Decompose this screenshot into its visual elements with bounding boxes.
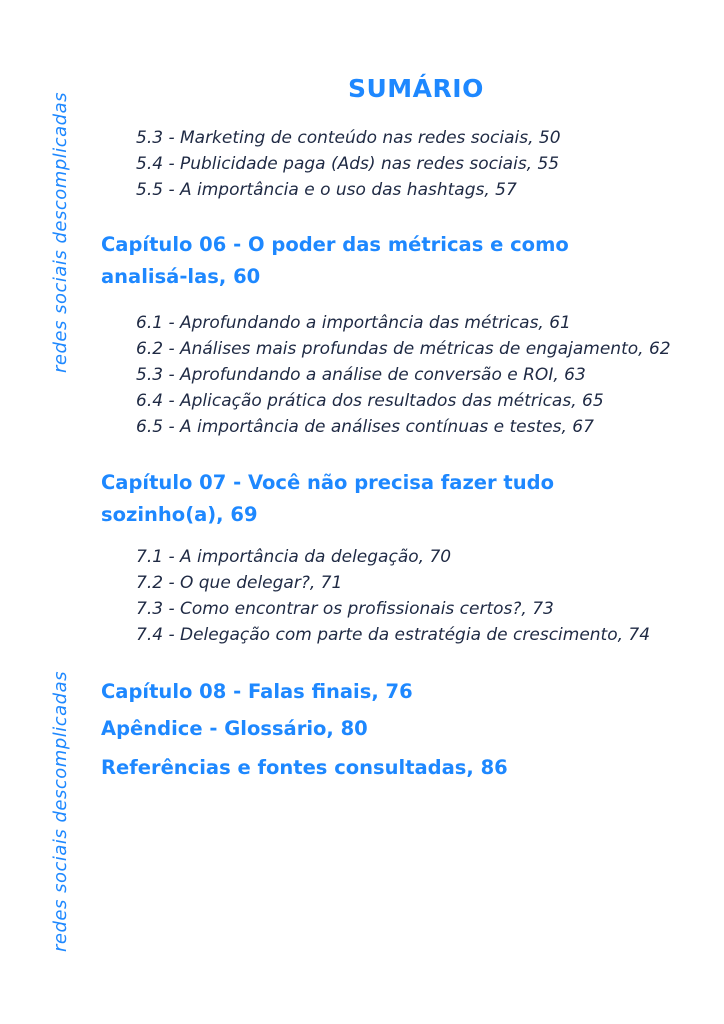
references-heading: Referências e fontes consultadas, 86 — [101, 756, 508, 779]
toc-entry-6-5: 6.5 - A importância de análises contínuas e testes, 67 — [136, 417, 594, 437]
toc-entry-7-3: 7.3 - Como encontrar os profissionais certos?, 73 — [136, 599, 554, 619]
chapter-06-heading: Capítulo 06 - O poder das métricas e como analisá-las, 60 — [101, 233, 569, 288]
toc-entry-6-1: 6.1 - Aprofundando a importância das métricas, 61 — [136, 313, 571, 333]
page-title: SUMÁRIO — [348, 74, 484, 103]
toc-entry-6-3: 5.3 - Aprofundando a análise de conversão e ROI, 63 — [136, 365, 586, 385]
toc-entry-5-3: 5.3 - Marketing de conteúdo nas redes sociais, 50 — [136, 128, 561, 148]
toc-entry-5-5: 5.5 - A importância e o uso das hashtags, 57 — [136, 180, 517, 200]
toc-entry-5-4: 5.4 - Publicidade paga (Ads) nas redes sociais, 55 — [136, 154, 560, 174]
toc-entry-6-2: 6.2 - Análises mais profundas de métricas de engajamento, 62 — [136, 339, 671, 359]
side-watermark-top: redes sociais descomplicadas — [50, 91, 71, 373]
toc-entry-7-2: 7.2 - O que delegar?, 71 — [136, 573, 343, 593]
toc-entry-6-4: 6.4 - Aplicação prática dos resultados das métricas, 65 — [136, 391, 604, 411]
chapter-07-heading: Capítulo 07 - Você não precisa fazer tudo sozinho(a), 69 — [101, 471, 554, 526]
toc-entry-7-1: 7.1 - A importância da delegação, 70 — [136, 547, 452, 567]
toc-entry-7-4: 7.4 - Delegação com parte da estratégia de crescimento, 74 — [136, 625, 651, 645]
chapter-08-heading: Capítulo 08 - Falas finais, 76 — [101, 680, 413, 703]
appendix-heading: Apêndice - Glossário, 80 — [101, 717, 368, 740]
side-watermark-bottom: redes sociais descomplicadas — [50, 670, 71, 952]
